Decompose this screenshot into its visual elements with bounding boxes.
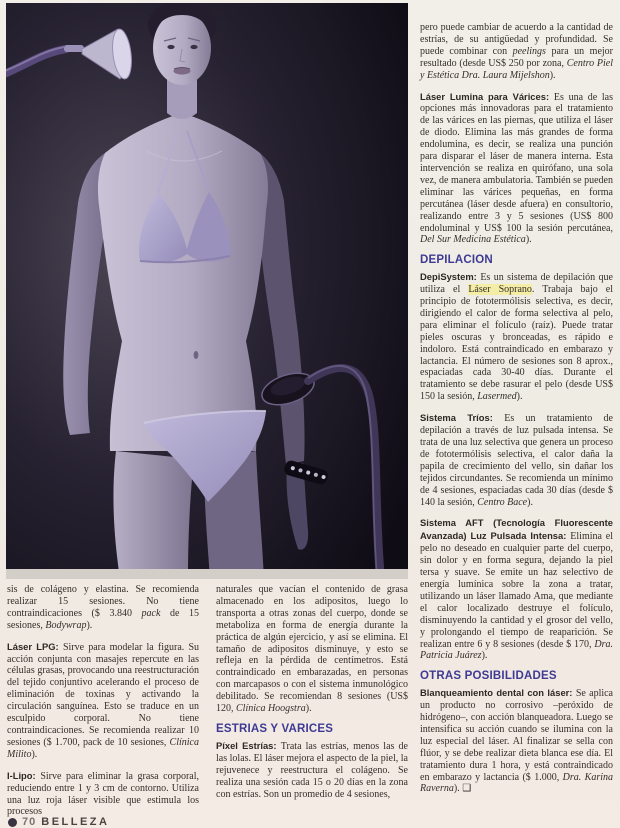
text-run-lead: I-Lipo: [7, 769, 41, 781]
magazine-name: BELLEZA [41, 816, 110, 828]
text-run-lead: DepiSystem: [420, 271, 481, 283]
text-run: ). [453, 783, 463, 795]
text-run: Sirve para modelar la figura. Su acción conjunta con masajes repercute en las células grasas, provocando una reestructuración del tejido conjuntivo acelerando el proceso de eliminación de toxinas y activando la circulación sanguínea. Esto se traduce en un esculpido corporal. No tiene contraindicaciones. Se recomienda realizar 10 sesiones ($ 1.700, pack de 10 sesiones, [7, 641, 200, 748]
paragraph-collagen-continuation [7, 584, 199, 632]
text-run-i: Clínica Hoogstra [236, 703, 306, 715]
text-run: Sirve para eliminar la grasa corporal, reduciendo entre 1 y 3 cm de contorno. Utiliza una luz roja láser visible que estimula los procesos [7, 770, 199, 818]
text-run-i: peelings [512, 45, 546, 57]
paragraph-i-lipo [7, 770, 199, 819]
text-run-i: Dra. Patricia Juárez [420, 638, 613, 662]
paragraph-depisystem [420, 271, 613, 403]
text-run-hl: Láser Soprano [468, 284, 532, 296]
bottom-left-column [7, 584, 199, 827]
paragraph-pixel-estrias [216, 740, 408, 801]
text-run: ). [86, 619, 93, 631]
text-run-i: Bodywrap [45, 619, 87, 631]
section-heading-estrias-y-varices: ESTRIAS Y VARICES [216, 722, 334, 735]
text-run-i: Lasermed [477, 391, 517, 403]
text-run: ). [525, 234, 532, 246]
text-run: Es un sistema de depilación que utiliza el [420, 272, 613, 296]
paragraph-ilipo-continuation [216, 584, 408, 715]
text-run: ). [31, 748, 38, 760]
paragraph-sistema-trios [420, 412, 613, 508]
magazine-logo-icon [8, 818, 17, 827]
bottom-middle-column [216, 584, 408, 809]
text-run: ). [527, 496, 533, 508]
text-run: de 15 sesiones, [7, 607, 199, 631]
text-run: naturales que vacían el contenido de grasa almacenado en los adipositos, luego lo transporta a otras zonas del cuerpo, donde se metaboliza en forma de energía durante la práctica de algún ejercicio, y así se elimina. El tamaño de adipositos disminuye, y esto se refleja en la pérdida de centímetros. Está contraindicado en embarazadas, en personas con marcapasos o con el sistema inmunológico debilitado. Se recomiendan 8 sesiones (US$ 120, [216, 584, 408, 715]
text-run: Se aplica un producto no corrosivo –peróxido de hidrógeno–, con acción blanqueadora. Luego se intensifica su acción cuando se ilumina con la luz especial del láser. Al finalizar se sella con flúor, y se debe realizar dieta blanca ese día. El tratamiento dura 1 hora, y está contraindicado en embarazo y lactancia ($ 1.000, [420, 688, 613, 783]
text-run-lead: Píxel Estrías: [216, 739, 281, 751]
text-run: Es una de las opciones más innovadoras para el tratamiento de las várices en las piernas, que utiliza el láser de diodo. Elimina las más grandes de forma endolumina, es decir, se realiza una punción para disparar el láser de manera interna. Esta intervención se realiza en quirófano, una sola vez, de manera ambulatoria. También se pueden eliminar las várices pequeñas, en forma percutánea (láser desde afuera) en consultorio, realizando entre 3 y 5 sesiones (US$ 800 endoluminal y US$ 100 la sesión percutánea, [420, 91, 613, 234]
text-run-lead: Blanqueamiento dental con láser: [420, 687, 576, 699]
paragraph-laser-lpg [7, 641, 199, 761]
text-run-i: Clínica Milito [7, 736, 199, 760]
page-number: 70 [22, 816, 37, 828]
photo-bottom-strip [6, 569, 408, 579]
text-run: Trata las estrías, menos las de las lolas. El láser mejora el aspecto de la piel, la rejuvenece y reestructura el colágeno. Se realiza una sesión cada 15 o 20 días en la zona con estrías. Son un promedio de 4 sesiones, [216, 740, 408, 800]
text-run: . Trabaja bajo el principio de fototermólisis selectiva, es decir, dirigiendo el calor de forma selectiva al pelo, para eliminar el folículo (raíz). Puede tratar pieles oscuras y bronceadas, es rápido e indoloro. Está contraindicado en embarazo y lactancia. El número de sesiones son 8 aprox., espaciadas cada 30-40 días. Durante el tratamiento se debe rasurar el pelo (desde US$ 150 la sesión, [420, 284, 613, 403]
text-run-lead: Sistema AFT (Tecnología Fluorescente Avanzada) Luz Pulsada Intensa: [420, 517, 613, 542]
text-run-i: Del Sur Medicina Estética [420, 234, 526, 246]
text-run-lead: Sistema Tríos: [420, 412, 505, 424]
text-run-endmark: ❑ [462, 783, 472, 795]
text-run: ). [516, 391, 523, 403]
text-run: pero puede cambiar de acuerdo a la cantidad de estrías, de su antigüedad y profundidad. Se puede combinar con [420, 22, 613, 57]
text-run-i: Centro Piel y Estética Dra. Laura Mijelshon [420, 57, 613, 81]
text-run-i: Centro Bace [477, 496, 528, 508]
photo-model-vacuum-devices [6, 3, 408, 579]
text-run-i: Dra. Karina Raverna [420, 771, 613, 795]
text-run-lead: Láser LPG: [7, 640, 63, 652]
text-run: para un mejor resultado (desde US$ 250 por zona, [420, 45, 613, 69]
text-run: sis de colágeno y elastina. Se recomienda realizar 15 sesiones. No tiene contraindicaciones ($ 3.840 [7, 584, 199, 619]
section-heading-otras-posibilidades: OTRAS POSIBILIDADES [420, 670, 557, 683]
page-footer [8, 816, 109, 828]
text-run: Es un tratamiento de depilación a través de luz pulsada intensa. Se trata de una luz selectiva que genera un proceso de fototermólisis selectiva, el calor daña la papila de crecimiento del vello, sin dañar los tejidos circundantes. Se recomienda un mínimo de 4 sesiones, espaciadas cada 30 días (desde $ 140 la sesión, [420, 413, 613, 508]
text-run-i: pack [141, 607, 161, 619]
section-heading-depilacion: DEPILACION [420, 254, 493, 267]
right-column [420, 22, 613, 804]
text-run-lead: Láser Lumina para Várices: [420, 90, 554, 102]
text-run: ). [549, 69, 556, 81]
text-run: Elimina el pelo no deseado en cualquier parte del cuerpo, sin dolor y en forma segura, dejando la piel tersa y suave. Se emite un haz selectivo de energía lumínica sobre la zona a tratar, utilizando un láser llamado Ama, que mediante el calor localizado destruye el folículo, disminuyendo la cantidad y el grosor del vello, y prolongando el tiempo de reaparición. Se realizan entre 6 y 8 sesiones (desde $ 170, [420, 531, 613, 650]
paragraph-blanqueamiento-dental [420, 687, 613, 795]
paragraph-estrias-continuation [420, 22, 613, 82]
text-run: ). [305, 703, 312, 715]
paragraph-sistema-aft [420, 517, 613, 662]
paragraph-laser-lumina-varices [420, 91, 613, 247]
text-run: ). [481, 650, 488, 662]
